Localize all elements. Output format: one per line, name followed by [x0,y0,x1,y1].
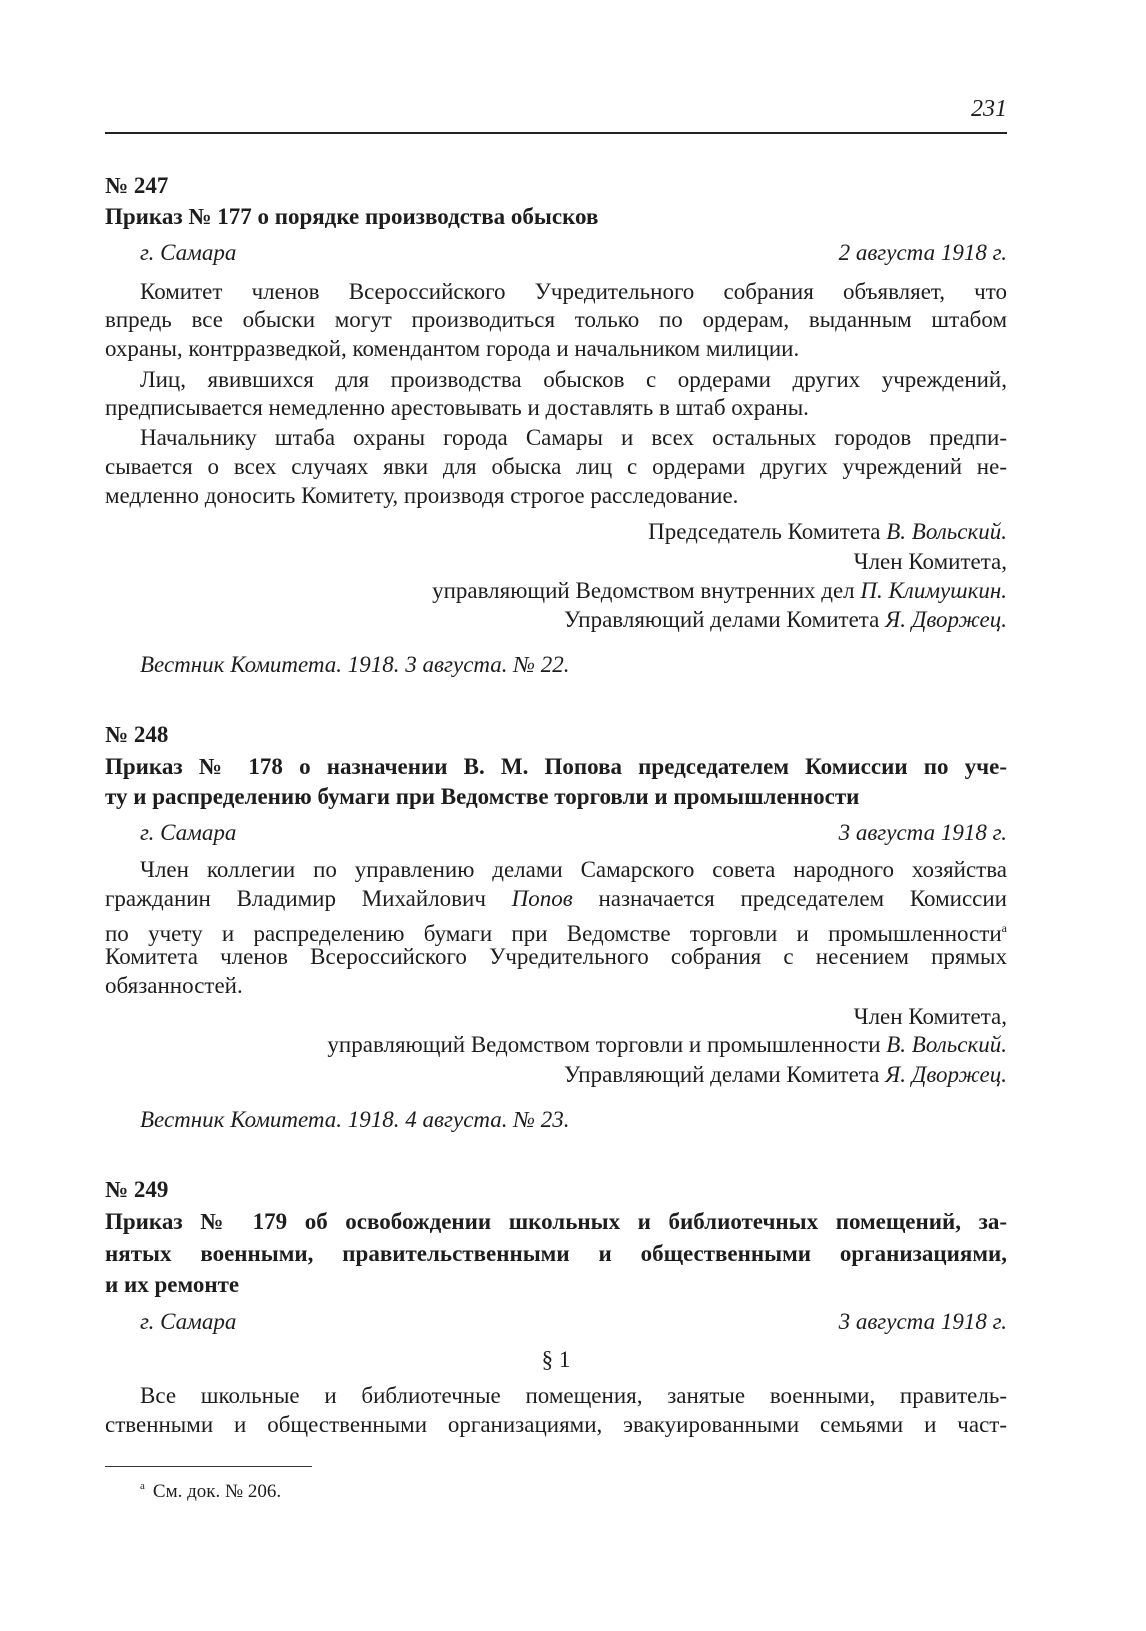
text-segment: охраны, контрразведкой, комендантом города и начальником милиции. [105,336,800,361]
section-heading: § 1 [541,1347,571,1372]
italic-name: Я. Дворжец. [885,1062,1007,1087]
text-segment: управляющий Ведомством торговли и промышленности [327,1032,887,1057]
text-segment: по учету и распределению бумаги при Ведомстве торговли и промышленности [105,921,1002,946]
signature-line [105,605,1007,635]
document-place: г. Самара [140,1309,237,1334]
text-segment: Управляющий делами Комитета [564,607,886,632]
body-line [140,277,1007,307]
signature-line [105,547,1007,577]
text-segment: предписывается немедленно арестовывать и доставлять в штаб охраны. [105,395,809,420]
body-line [105,393,1007,423]
document-title-line: Приказ № 178 о назначении В. М. Попова председателем Комиссии по уче- [105,754,1007,779]
source-citation: Вестник Комитета. 1918. 3 августа. № 22. [140,652,570,677]
document-place: г. Самара [140,240,237,265]
text-segment: Все школьные и библиотечные помещения, занятые военными, правитель- [140,1383,1007,1408]
text-segment: Член Комитета, [853,549,1007,574]
page-number: 231 [971,96,1007,122]
body-line [105,452,1007,482]
signature-line [105,576,1007,606]
document-date: 3 августа 1918 г. [838,1309,1007,1334]
footnote-reference: а [1001,921,1007,935]
italic-name: В. Вольский. [886,519,1007,544]
text-segment: Председатель Комитета [648,519,887,544]
text-segment: Лиц, явившихся для производства обысков с ордерами других учреждений, [140,367,1007,392]
document-date: 2 августа 1918 г. [838,240,1007,265]
text-segment: Член коллегии по управлению делами Самарского совета народного хозяйства [140,857,1007,882]
document-title-line: Приказ № 177 о порядке производства обысков [105,204,599,229]
footnote-mark: а [140,1480,145,1492]
italic-name: П. Климушкин. [860,578,1007,603]
document-place: г. Самара [140,820,237,845]
footnote-rule [105,1466,312,1467]
text-segment: сывается о всех случаях явки для обыска лиц с ордерами других учреждений не- [105,454,1007,479]
text-segment: гражданин Владимир Михайлович [105,886,512,911]
text-segment: Управляющий делами Комитета [564,1062,886,1087]
italic-name: Попов [511,886,573,911]
body-line [140,855,1007,885]
body-line [140,423,1007,453]
body-line [105,305,1007,335]
italic-name: Я. Дворжец. [885,607,1007,632]
document-number: № 248 [105,722,169,747]
text-segment: Комитета членов Всероссийского Учредительного собрания с несением прямых [105,944,1007,969]
body-line [105,334,1007,364]
italic-name: В. Вольский. [886,1032,1007,1057]
footnote [140,1472,281,1500]
body-line [105,971,1007,1001]
text-segment: Комитет членов Всероссийского Учредительного собрания объявляет, что [140,279,1007,304]
document-date: 3 августа 1918 г. [838,820,1007,845]
body-line [105,1410,1007,1440]
text-segment: медленно доносить Комитету, производя строгое расследование. [105,483,739,508]
document-title-line: и их ремонте [105,1272,240,1297]
body-line [105,913,1007,946]
text-segment: Начальнику штаба охраны города Самары и всех остальных городов предпи- [140,425,1007,450]
text-segment: назначается председателем Комиссии [572,886,1007,911]
body-line [105,942,1007,972]
header-rule [105,132,1007,134]
signature-line [105,1002,1007,1032]
document-title-line: нятых военными, правительственными и общественными организациями, [105,1241,1007,1266]
body-line [105,481,1007,511]
document-title-line: ту и распределению бумаги при Ведомстве торговли и промышленности [105,784,860,809]
signature-line [105,1060,1007,1090]
body-line [105,884,1007,914]
footnote-text: См. док. № 206. [152,1481,282,1502]
source-citation: Вестник Комитета. 1918. 4 августа. № 23. [140,1107,570,1132]
text-segment: Член Комитета, [853,1004,1007,1029]
signature-line [105,1030,1007,1060]
text-segment: впредь все обыски могут производиться только по ордерам, выданным штабом [105,307,1007,332]
document-number: № 249 [105,1177,169,1202]
text-segment: ственными и общественными организациями, эвакуированными семьями и част- [105,1412,1007,1437]
document-title-line: Приказ № 179 об освобождении школьных и библиотечных помещений, за- [105,1209,1007,1234]
text-segment: управляющий Ведомством внутренних дел [432,578,861,603]
text-segment: обязанностей. [105,973,243,998]
body-line [140,1381,1007,1411]
body-line [140,365,1007,395]
document-number: № 247 [105,173,169,198]
signature-line [105,517,1007,547]
